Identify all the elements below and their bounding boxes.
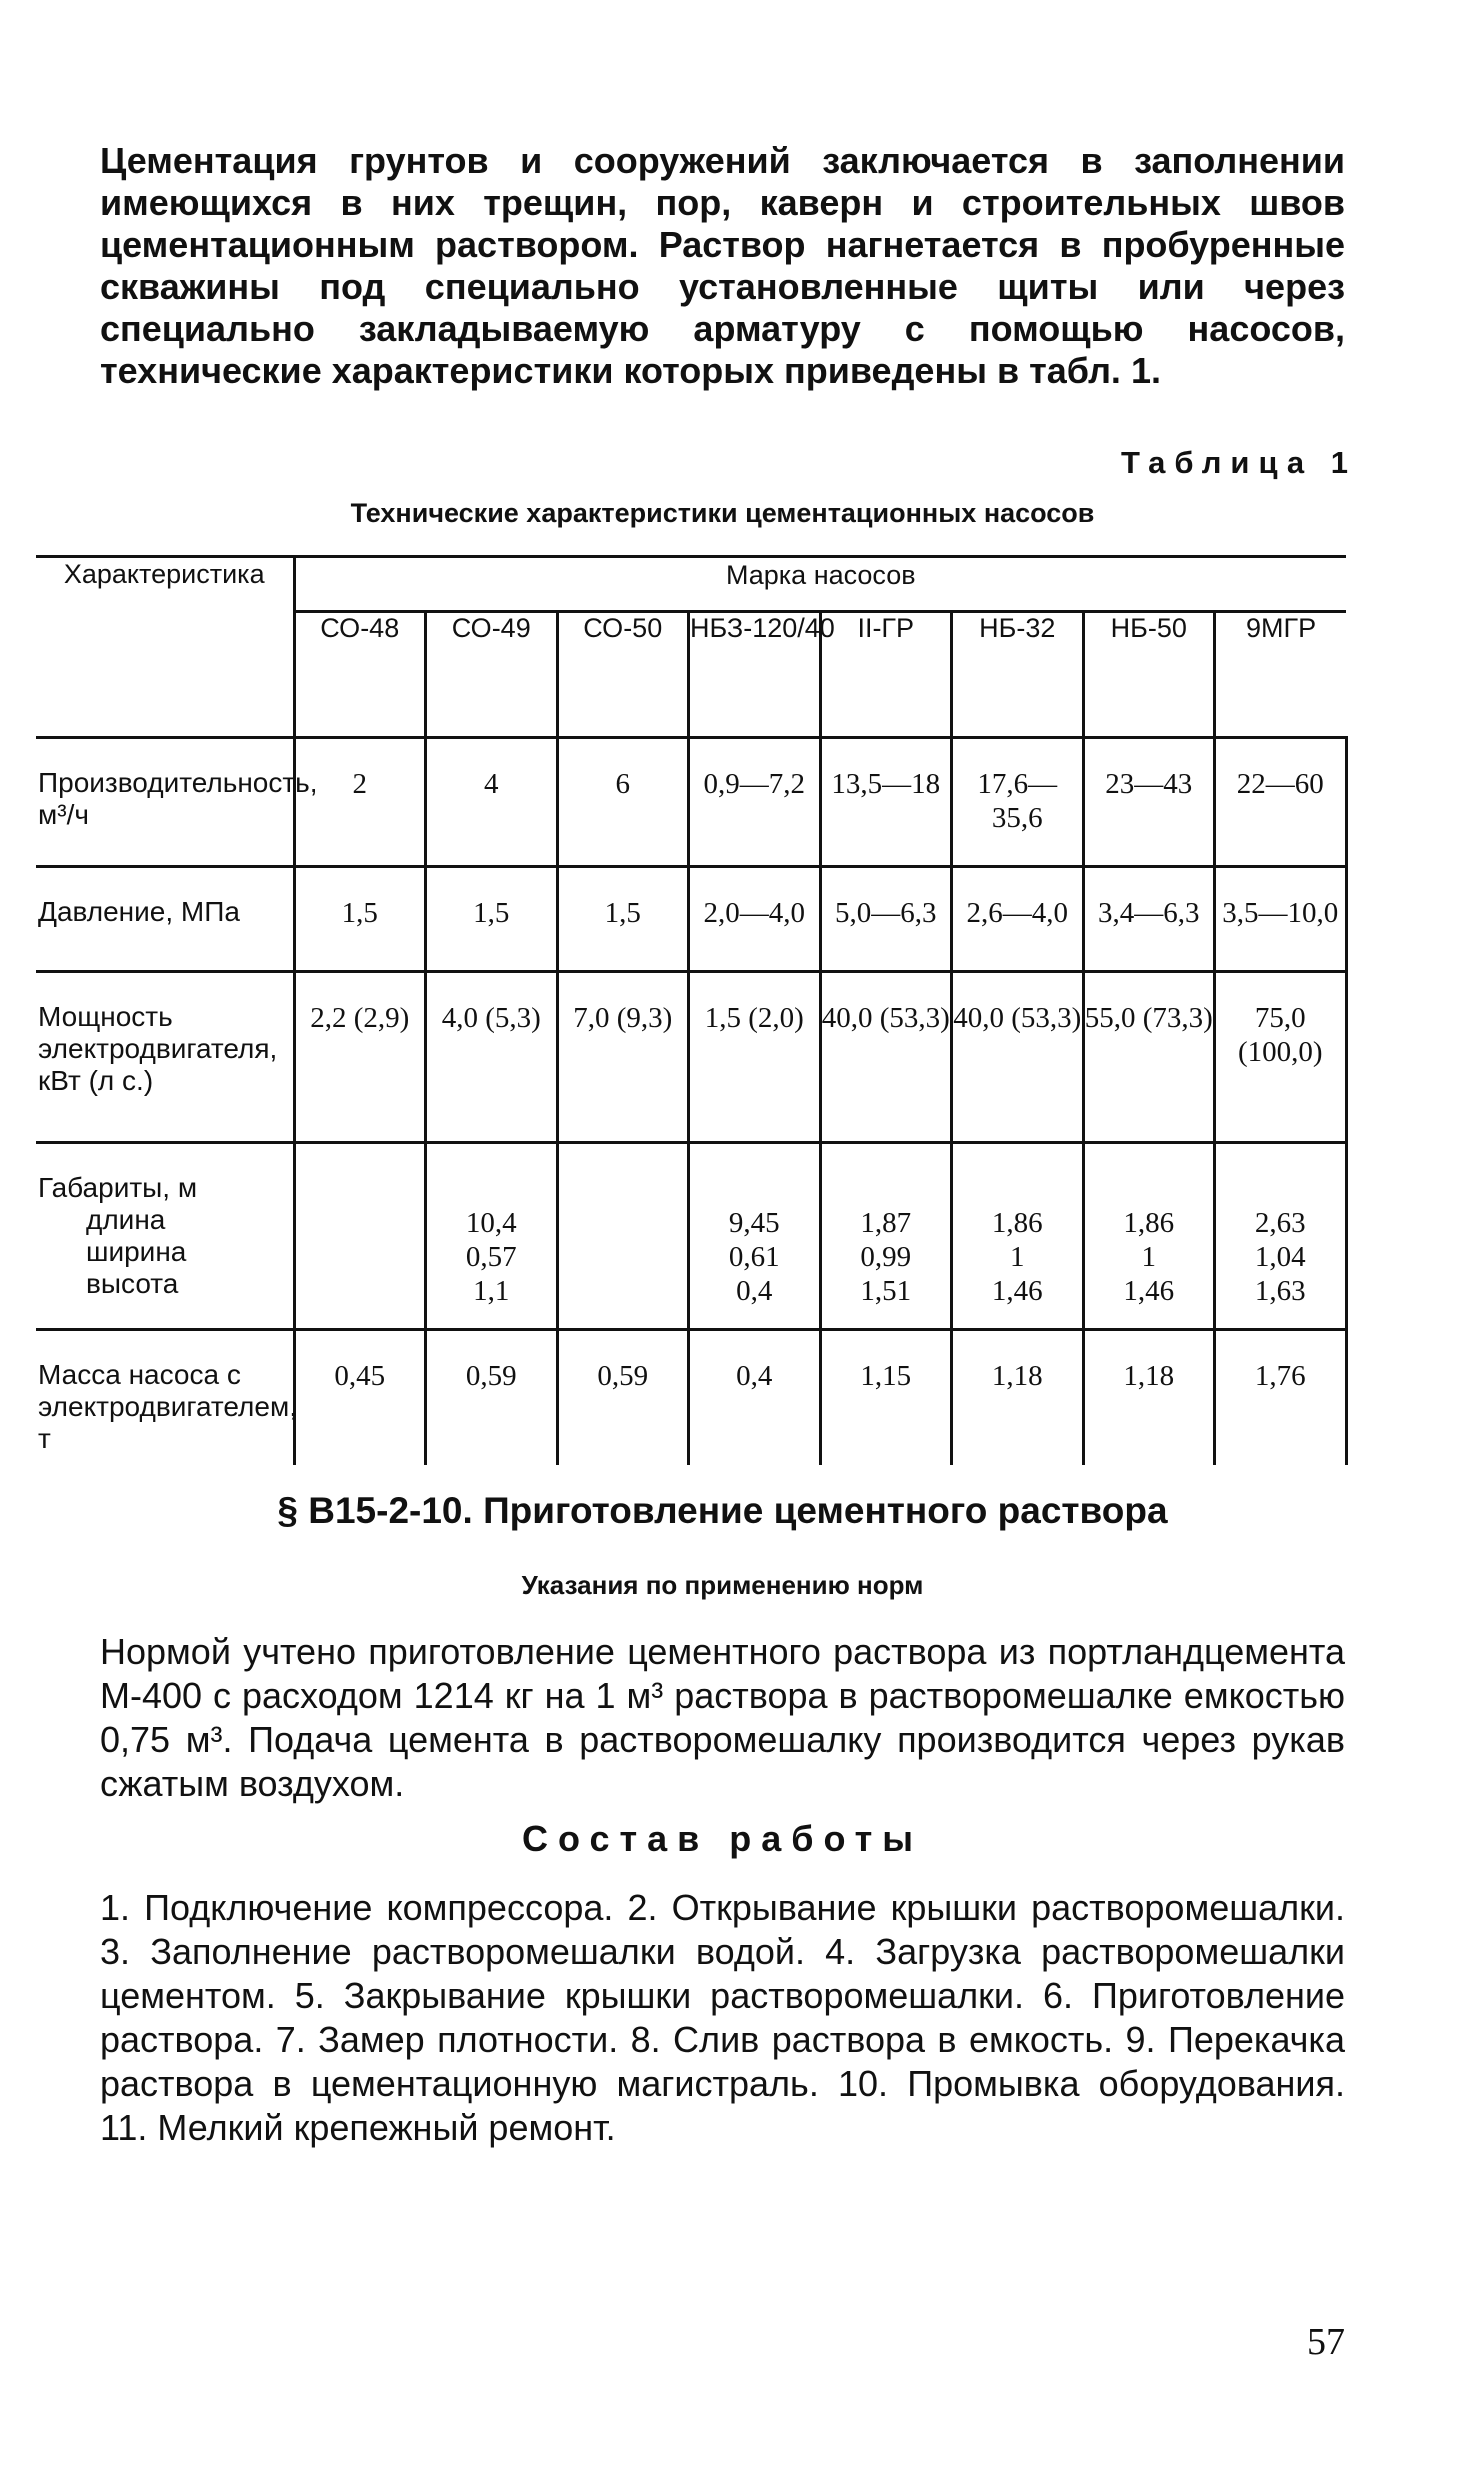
row-label: Масса насоса с электродвигателем, т — [36, 1330, 294, 1466]
intro-paragraph: Цементация грунтов и сооружений заключается в заполнении имеющихся в них трещин, пор, каверн и строительных швов цементационным раствором. Раствор нагнетается в пробуренные скважины под специально установленные щиты или через специально закладываемую арматуру с помощью насосов, технические характеристики которых приведены в табл. 1. — [100, 140, 1345, 391]
dim-value: 1 — [1141, 1241, 1156, 1273]
page-number: 57 — [1307, 2321, 1345, 2363]
model-header: СО-50 — [557, 612, 689, 738]
table-row-pressure — [36, 867, 1346, 972]
dim-value: 0,99 — [860, 1241, 912, 1273]
dimension-sublabel: длина — [86, 1204, 166, 1235]
table-cell — [689, 1143, 821, 1330]
dim-value: 1,51 — [860, 1275, 912, 1307]
table-cell — [426, 1143, 558, 1330]
table-cell: 75,0 (100,0) — [1215, 972, 1347, 1143]
table-cell — [557, 1143, 689, 1330]
table-cell: 4 — [426, 738, 558, 867]
table-cell: 2,0—4,0 — [689, 867, 821, 972]
table-cell: 1,5 (2,0) — [689, 972, 821, 1143]
table-row-power — [36, 972, 1346, 1143]
table-cell: 3,5—10,0 — [1215, 867, 1347, 972]
table-cell: 23—43 — [1083, 738, 1215, 867]
table-cell: 1,15 — [820, 1330, 952, 1466]
dim-value: 2,63 — [1254, 1207, 1306, 1239]
pump-model-group-header: Марка насосов — [294, 557, 1346, 612]
table-cell — [820, 1143, 952, 1330]
table-cell: 1,5 — [426, 867, 558, 972]
table-row-productivity — [36, 738, 1346, 867]
dim-value: 1,87 — [860, 1207, 912, 1239]
table-cell: 2,6—4,0 — [952, 867, 1084, 972]
row-label: Давление, МПа — [36, 867, 294, 972]
dim-value: 1,04 — [1254, 1241, 1306, 1273]
table-title: Технические характеристики цементационных насосов — [350, 498, 1095, 528]
model-header: 9МГР — [1245, 613, 1317, 644]
dim-value: 1,46 — [991, 1275, 1043, 1307]
table-cell: 0,45 — [294, 1330, 426, 1466]
usage-heading: Указания по применению норм — [521, 1570, 924, 1600]
dim-value: 9,45 — [728, 1207, 780, 1239]
table-row-mass — [36, 1330, 1346, 1466]
table-cell: 0,4 — [689, 1330, 821, 1466]
dimensions-label: Габариты, м — [38, 1172, 198, 1203]
model-header: II-ГР — [820, 612, 952, 738]
composition-paragraph: 1. Подключение компрессора. 2. Открывание крышки растворомешалки. 3. Заполнение растворомешалки водой. 4. Загрузка растворомешалки цементом. 5. Закрывание крышки растворомешалки. 6. Приготовление раствора. 7. Замер плотности. 8. Слив раствора в емкость. 9. Перекачка раствора в цементационную магистраль. 10. Промывка оборудования. 11. Мелкий крепежный ремонт. — [100, 1887, 1345, 2148]
table-cell: 55,0 (73,3) — [1083, 972, 1215, 1143]
table-cell: 0,59 — [557, 1330, 689, 1466]
table-cell: 0,9—7,2 — [689, 738, 821, 867]
dim-value: 1,86 — [1123, 1207, 1175, 1239]
table-cell: 0,59 — [426, 1330, 558, 1466]
model-header: СО-49 — [426, 612, 558, 738]
table-cell: 40,0 (53,3) — [820, 972, 952, 1143]
dim-value: 1,63 — [1254, 1275, 1306, 1307]
dim-value: 1,1 — [473, 1275, 510, 1307]
dim-value: 1 — [1010, 1241, 1025, 1273]
dimension-sublabel: высота — [86, 1268, 179, 1299]
table-cell: 1,5 — [294, 867, 426, 972]
table-cell: 22—60 — [1215, 738, 1347, 867]
table-cell: 13,5—18 — [820, 738, 952, 867]
table-cell — [1083, 1143, 1215, 1330]
norm-paragraph: Нормой учтено приготовление цементного раствора из портландцемента М-400 с расходом 1214 кг на 1 м³ раствора в растворомешалке емкостью 0,75 м³. Подача цемента в растворомешалку производится через рукав сжатым воздухом. — [100, 1631, 1345, 1804]
table-cell: 1,76 — [1215, 1330, 1347, 1466]
composition-heading: Состав работы — [521, 1818, 924, 1859]
table-cell: 1,18 — [952, 1330, 1084, 1466]
dim-value: 1,86 — [991, 1207, 1043, 1239]
model-header: НБ-50 — [1083, 612, 1215, 738]
dim-value: 0,61 — [728, 1241, 780, 1273]
row-label — [36, 1143, 294, 1330]
model-header: СО-48 — [294, 612, 426, 738]
table-cell: 7,0 (9,3) — [557, 972, 689, 1143]
section-heading: § В15-2-10. Приготовление цементного раствора — [277, 1490, 1168, 1531]
table-cell: 17,6—35,6 — [952, 738, 1084, 867]
table-cell — [952, 1143, 1084, 1330]
table-cell: 2,2 (2,9) — [294, 972, 426, 1143]
table-cell: 1,5 — [557, 867, 689, 972]
table-cell: 1,18 — [1083, 1330, 1215, 1466]
table-number: Таблица 1 — [1120, 445, 1357, 480]
table-cell: 3,4—6,3 — [1083, 867, 1215, 972]
model-header: НБ-32 — [952, 612, 1084, 738]
table-cell: 2 — [294, 738, 426, 867]
pump-specs-table — [36, 555, 1348, 1465]
table-cell — [294, 1143, 426, 1330]
table-cell: 5,0—6,3 — [820, 867, 952, 972]
table-row-dimensions — [36, 1143, 1346, 1330]
dim-value: 0,4 — [736, 1275, 773, 1307]
dimension-sublabel: ширина — [86, 1236, 187, 1267]
dim-value: 1,46 — [1123, 1275, 1175, 1307]
table-cell: 6 — [557, 738, 689, 867]
table-cell: 4,0 (5,3) — [426, 972, 558, 1143]
row-label: Производительность, м³/ч — [36, 738, 294, 867]
table-cell — [1215, 1143, 1347, 1330]
dim-value: 10,4 — [465, 1207, 517, 1239]
row-label: Мощность электродвигателя, кВт (л с.) — [36, 972, 294, 1143]
characteristic-header: Характеристика — [36, 557, 294, 738]
dim-value: 0,57 — [465, 1241, 517, 1273]
model-header: НБЗ-120/40 — [689, 612, 821, 738]
table-cell: 40,0 (53,3) — [952, 972, 1084, 1143]
